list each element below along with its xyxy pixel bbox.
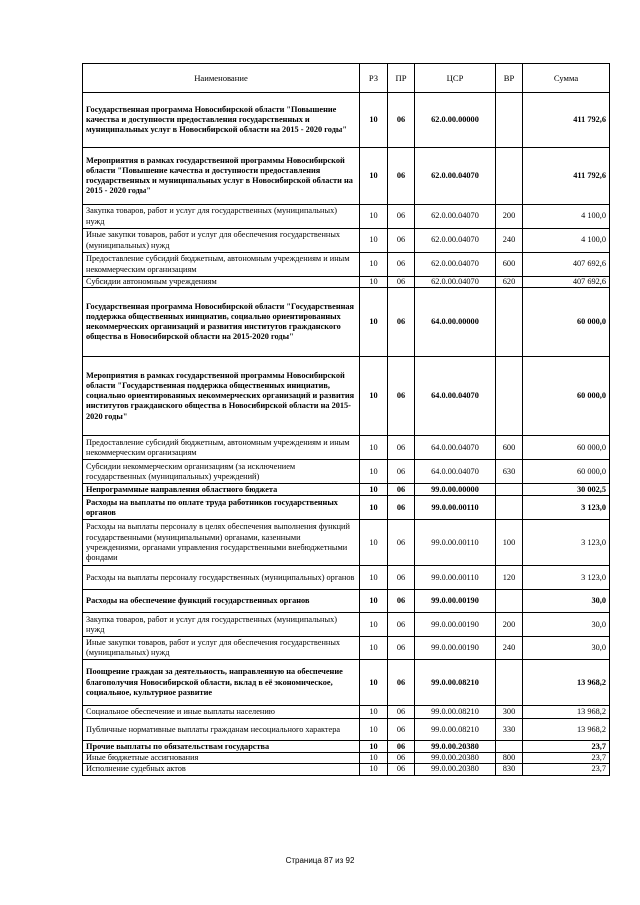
cell-rz: 10 [360,148,388,205]
cell-csr: 62.0.00.04070 [415,205,496,229]
cell-rz: 10 [360,496,388,520]
cell-csr: 64.0.00.04070 [415,436,496,460]
table-row [83,590,610,613]
cell-pr: 06 [388,741,415,753]
cell-rz: 10 [360,460,388,484]
cell-vr [496,484,523,496]
cell-rz: 10 [360,566,388,590]
cell-vr: 830 [496,764,523,775]
cell-csr: 99.0.00.20380 [415,764,496,775]
cell-vr [496,590,523,613]
header-rz: РЗ [360,64,388,93]
cell-csr: 99.0.00.08210 [415,719,496,741]
cell-pr: 06 [388,590,415,613]
cell-rz: 10 [360,753,388,764]
page-number: Страница 87 из 92 [285,856,355,865]
table-row [83,205,610,229]
table-row [83,436,610,460]
table-row [83,148,610,205]
cell-vr: 620 [496,277,523,288]
cell-vr: 200 [496,613,523,637]
cell-csr: 62.0.00.04070 [415,148,496,205]
cell-name: Субсидии автономным учреждениям [83,277,360,288]
cell-sum: 407 692,6 [523,277,610,288]
cell-rz: 10 [360,706,388,719]
cell-sum: 3 123,0 [523,520,610,566]
cell-name: Непрограммные направления областного бюджета [83,484,360,496]
cell-vr [496,357,523,436]
table-row [83,484,610,496]
cell-pr: 06 [388,93,415,148]
cell-vr: 100 [496,520,523,566]
cell-sum: 30,0 [523,590,610,613]
cell-rz: 10 [360,357,388,436]
cell-csr: 99.0.00.20380 [415,753,496,764]
cell-name: Расходы на обеспечение функций государственных органов [83,590,360,613]
cell-name: Предоставление субсидий бюджетным, автономным учреждениям и иным некоммерческим организациям [83,436,360,460]
table-row [83,357,610,436]
cell-pr: 06 [388,764,415,775]
cell-sum: 13 968,2 [523,660,610,706]
budget-table [82,63,610,776]
cell-rz: 10 [360,613,388,637]
cell-sum: 13 968,2 [523,706,610,719]
cell-sum: 30,0 [523,613,610,637]
cell-pr: 06 [388,566,415,590]
cell-vr [496,288,523,357]
cell-sum: 411 792,6 [523,148,610,205]
cell-name: Субсидии некоммерческим организациям (за исключением государственных (муниципальных) учреждений) [83,460,360,484]
cell-vr: 120 [496,566,523,590]
cell-pr: 06 [388,357,415,436]
cell-pr: 06 [388,496,415,520]
cell-sum: 60 000,0 [523,357,610,436]
cell-rz: 10 [360,719,388,741]
cell-vr: 240 [496,637,523,660]
cell-csr: 99.0.00.00190 [415,590,496,613]
cell-rz: 10 [360,764,388,775]
cell-rz: 10 [360,253,388,277]
cell-sum: 23,7 [523,753,610,764]
table-row [83,253,610,277]
header-pr: ПР [388,64,415,93]
cell-name: Исполнение судебных актов [83,764,360,775]
cell-csr: 99.0.00.00190 [415,637,496,660]
cell-pr: 06 [388,205,415,229]
cell-rz: 10 [360,741,388,753]
table-body [83,93,610,776]
cell-csr: 62.0.00.04070 [415,253,496,277]
cell-name: Иные закупки товаров, работ и услуг для обеспечения государственных (муниципальных) нужд [83,229,360,253]
cell-vr: 300 [496,706,523,719]
cell-name: Расходы на выплаты по оплате труда работников государственных органов [83,496,360,520]
cell-vr: 240 [496,229,523,253]
cell-name: Расходы на выплаты персоналу государственных (муниципальных) органов [83,566,360,590]
cell-sum: 30 002,5 [523,484,610,496]
cell-pr: 06 [388,277,415,288]
cell-vr: 600 [496,436,523,460]
table-row [83,520,610,566]
cell-csr: 99.0.00.08210 [415,706,496,719]
cell-csr: 64.0.00.00000 [415,288,496,357]
cell-name: Расходы на выплаты персоналу в целях обеспечения выполнения функций государственными (муниципальными) органами, казенными учреждениями, органами управления государственными внебюджетными фондами [83,520,360,566]
cell-rz: 10 [360,520,388,566]
cell-name: Прочие выплаты по обязательствам государства [83,741,360,753]
cell-sum: 4 100,0 [523,229,610,253]
cell-rz: 10 [360,637,388,660]
cell-name: Поощрение граждан за деятельность, направленную на обеспечение благополучия Новосибирской области, вклад в её экономическое, социальное, культурное развитие [83,660,360,706]
header-name: Наименование [83,64,360,93]
cell-sum: 3 123,0 [523,566,610,590]
cell-rz: 10 [360,484,388,496]
cell-sum: 60 000,0 [523,460,610,484]
cell-pr: 06 [388,706,415,719]
cell-csr: 62.0.00.00000 [415,93,496,148]
cell-sum: 13 968,2 [523,719,610,741]
table-row [83,496,610,520]
cell-name: Мероприятия в рамках государственной программы Новосибирской области "Государственная поддержка общественных инициатив, социально ориентированных некоммерческих организаций и развития институтов гражданского общества в Новосибирской области на 2015-2020 годы" [83,357,360,436]
cell-pr: 06 [388,436,415,460]
table-header-row [83,64,610,93]
cell-sum: 60 000,0 [523,436,610,460]
cell-csr: 99.0.00.00110 [415,566,496,590]
cell-pr: 06 [388,148,415,205]
header-sum: Сумма [523,64,610,93]
cell-csr: 64.0.00.04070 [415,460,496,484]
cell-rz: 10 [360,288,388,357]
cell-pr: 06 [388,288,415,357]
cell-rz: 10 [360,205,388,229]
table-row [83,566,610,590]
cell-rz: 10 [360,93,388,148]
cell-pr: 06 [388,660,415,706]
cell-vr: 630 [496,460,523,484]
table-row [83,753,610,764]
cell-csr: 62.0.00.04070 [415,229,496,253]
table-row [83,613,610,637]
cell-name: Социальное обеспечение и иные выплаты населению [83,706,360,719]
cell-name: Иные закупки товаров, работ и услуг для обеспечения государственных (муниципальных) нужд [83,637,360,660]
cell-name: Иные бюджетные ассигнования [83,753,360,764]
cell-sum: 4 100,0 [523,205,610,229]
cell-pr: 06 [388,719,415,741]
table-row [83,637,610,660]
cell-vr: 330 [496,719,523,741]
cell-name: Закупка товаров, работ и услуг для государственных (муниципальных) нужд [83,205,360,229]
cell-csr: 99.0.00.08210 [415,660,496,706]
cell-csr: 99.0.00.00000 [415,484,496,496]
cell-csr: 99.0.00.00110 [415,520,496,566]
cell-sum: 23,7 [523,764,610,775]
cell-name: Предоставление субсидий бюджетным, автономным учреждениям и иным некоммерческим организациям [83,253,360,277]
cell-rz: 10 [360,436,388,460]
cell-sum: 411 792,6 [523,93,610,148]
table-row [83,288,610,357]
cell-pr: 06 [388,753,415,764]
table-row [83,93,610,148]
cell-sum: 60 000,0 [523,288,610,357]
cell-csr: 62.0.00.04070 [415,277,496,288]
cell-pr: 06 [388,637,415,660]
table-row [83,764,610,775]
cell-csr: 99.0.00.20380 [415,741,496,753]
cell-sum: 407 692,6 [523,253,610,277]
table-row [83,277,610,288]
cell-csr: 99.0.00.00110 [415,496,496,520]
cell-vr [496,93,523,148]
cell-vr: 200 [496,205,523,229]
table-row [83,460,610,484]
cell-pr: 06 [388,484,415,496]
cell-vr [496,148,523,205]
cell-sum: 23,7 [523,741,610,753]
cell-name: Публичные нормативные выплаты гражданам несоциального характера [83,719,360,741]
cell-csr: 64.0.00.04070 [415,357,496,436]
cell-name: Государственная программа Новосибирской области "Повышение качества и доступности предоставления государственных и муниципальных услуг в Новосибирской области на 2015 - 2020 годы" [83,93,360,148]
cell-sum: 3 123,0 [523,496,610,520]
cell-name: Государственная программа Новосибирской области "Государственная поддержка общественных инициатив, социально ориентированных некоммерческих организаций и развития институтов гражданского общества в Новосибирской области на 2015-2020 годы" [83,288,360,357]
cell-pr: 06 [388,613,415,637]
table-row [83,660,610,706]
cell-rz: 10 [360,277,388,288]
cell-name: Мероприятия в рамках государственной программы Новосибирской области "Повышение качества и доступности предоставления государственных и муниципальных услуг в Новосибирской области на 2015 - 2020 годы" [83,148,360,205]
header-vr: ВР [496,64,523,93]
cell-pr: 06 [388,460,415,484]
cell-pr: 06 [388,520,415,566]
cell-rz: 10 [360,590,388,613]
table-row [83,719,610,741]
cell-pr: 06 [388,229,415,253]
cell-vr: 600 [496,253,523,277]
cell-sum: 30,0 [523,637,610,660]
table-row [83,229,610,253]
table-row [83,741,610,753]
cell-vr: 800 [496,753,523,764]
header-csr: ЦСР [415,64,496,93]
cell-vr [496,496,523,520]
cell-rz: 10 [360,229,388,253]
cell-csr: 99.0.00.00190 [415,613,496,637]
cell-vr [496,741,523,753]
cell-pr: 06 [388,253,415,277]
cell-name: Закупка товаров, работ и услуг для государственных (муниципальных) нужд [83,613,360,637]
table-row [83,706,610,719]
cell-vr [496,660,523,706]
cell-rz: 10 [360,660,388,706]
